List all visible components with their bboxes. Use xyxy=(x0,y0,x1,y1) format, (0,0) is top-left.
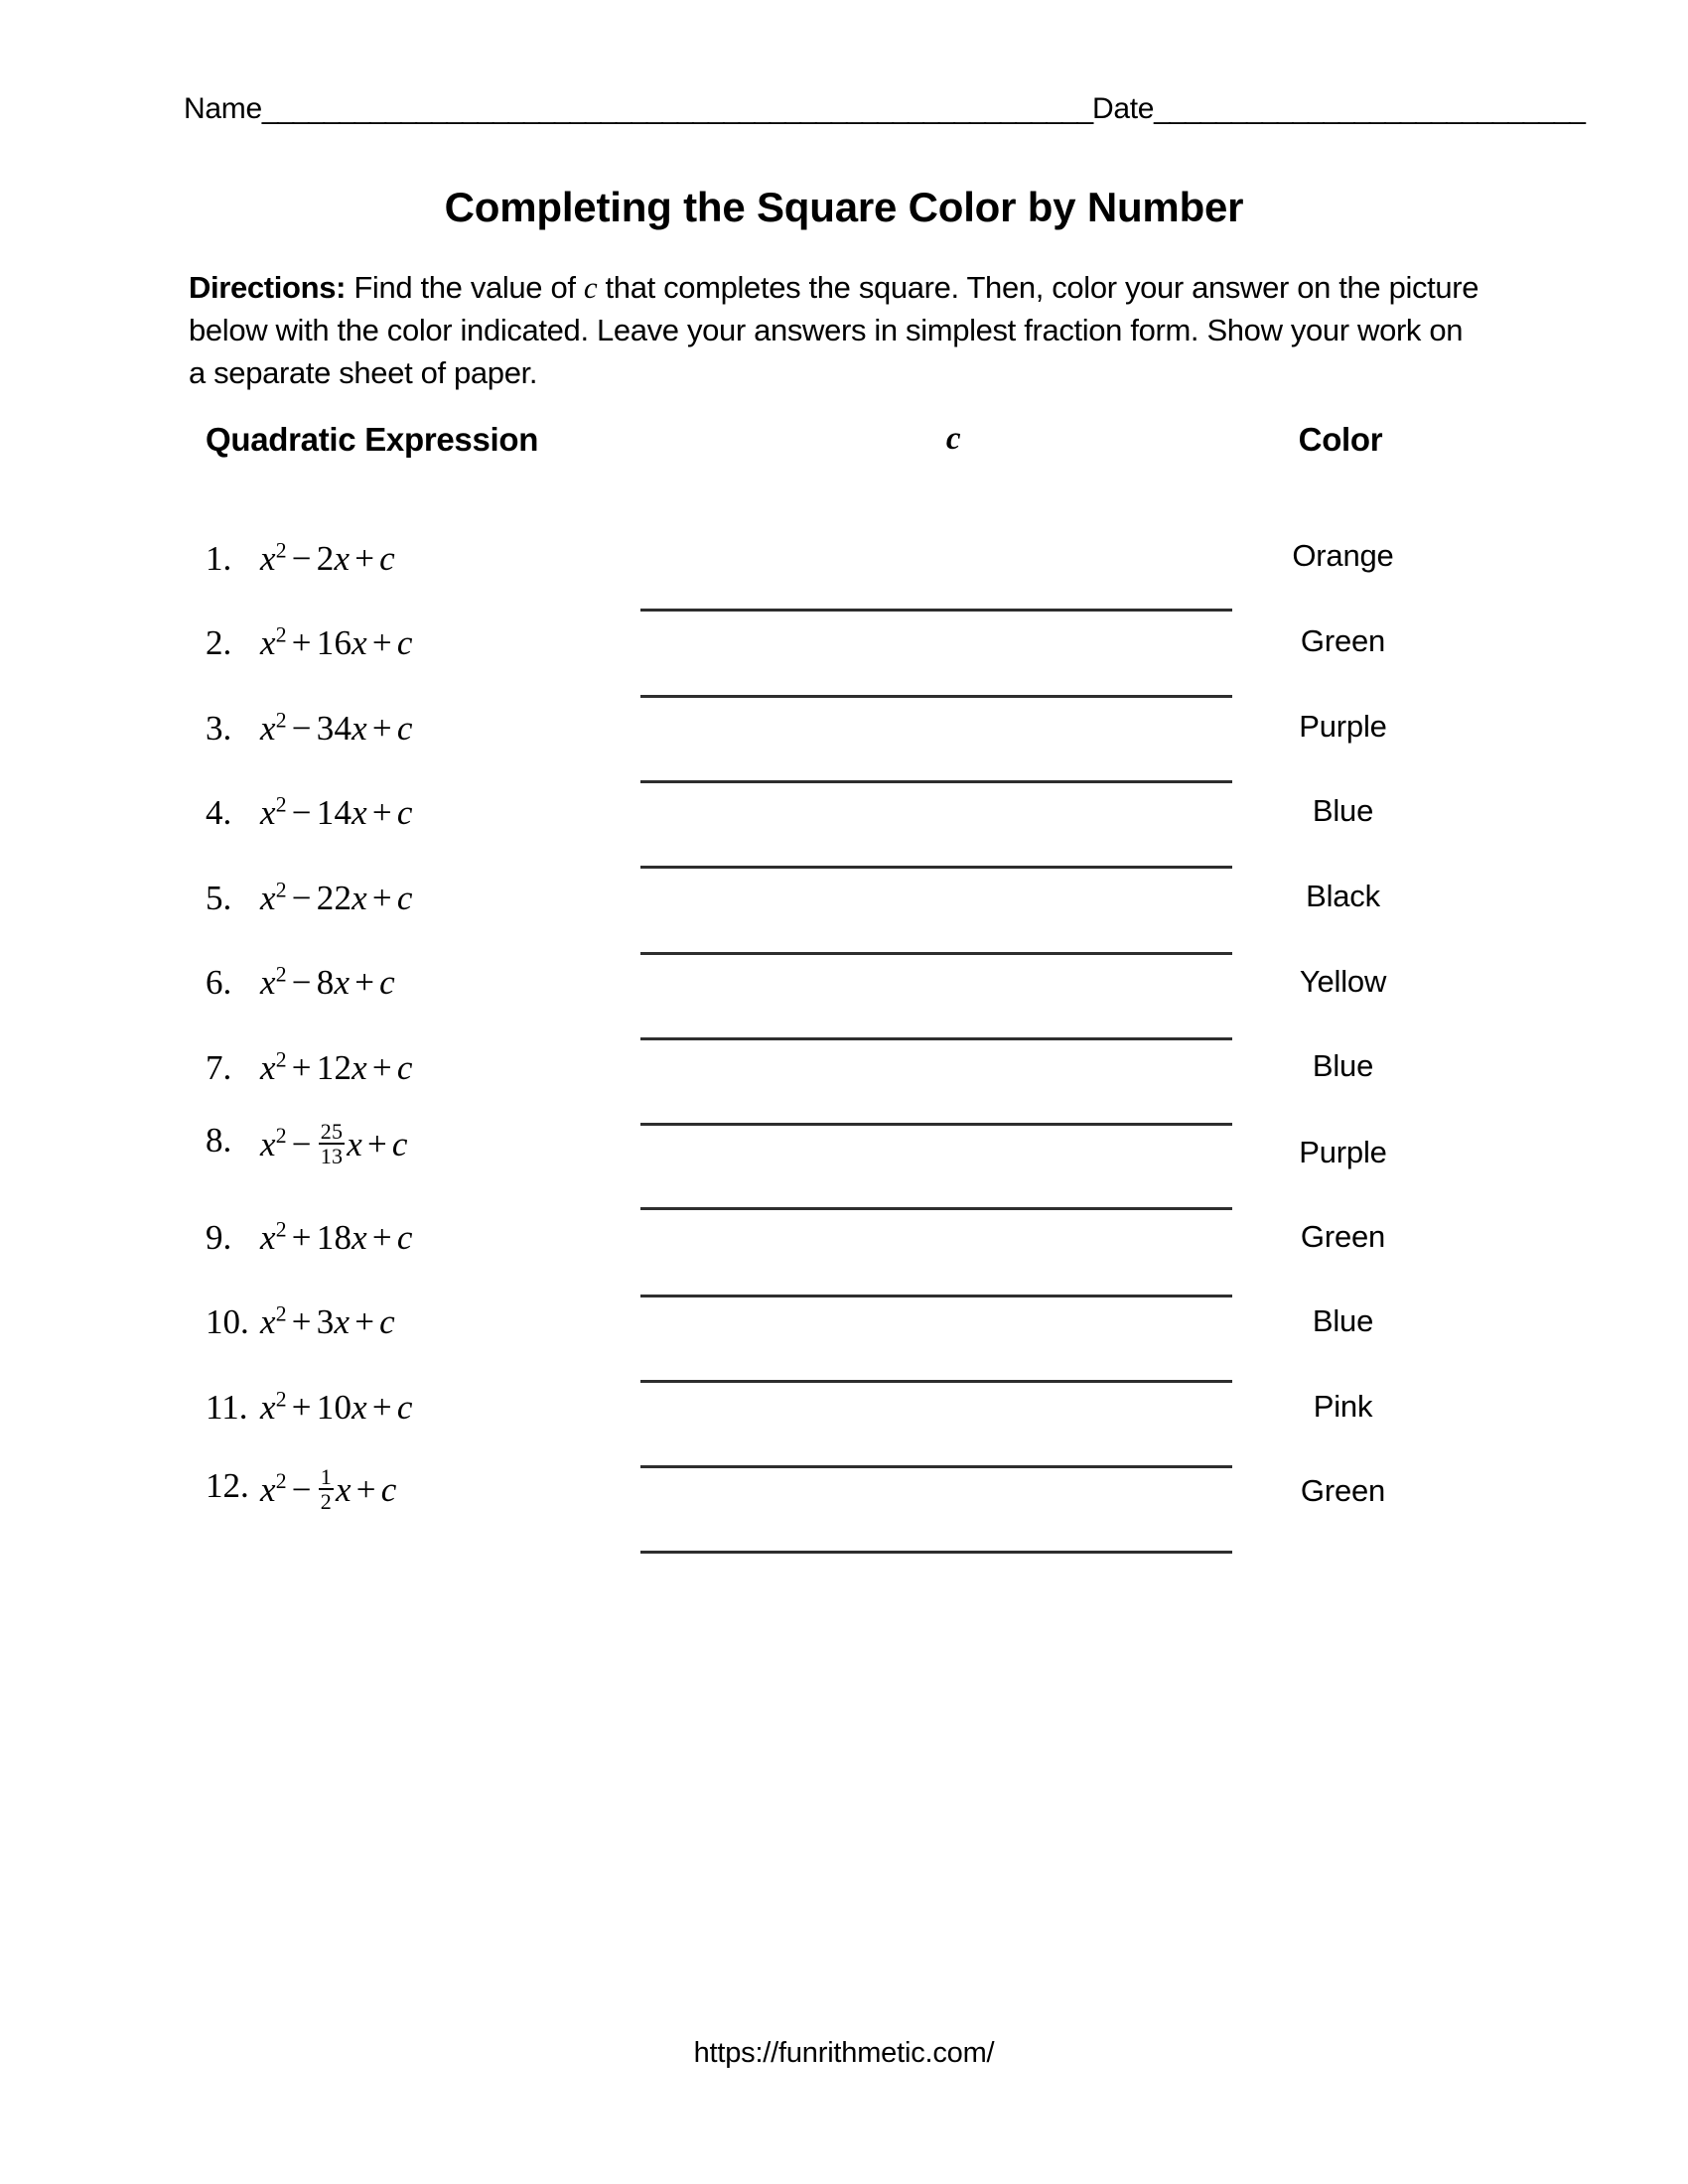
color-label: Purple xyxy=(1299,1135,1387,1169)
directions-text-part2: that completes the square. Then, color your answer on the picture below with the color indicated. Leave your answers in simplest fraction form. Show your work on a separate sheet of paper. xyxy=(189,270,1479,390)
answer-blank-line[interactable] xyxy=(640,695,1232,698)
color-label: Purple xyxy=(1299,709,1387,744)
column-header-c: c xyxy=(945,421,961,457)
page-title: Completing the Square Color by Number xyxy=(444,184,1244,230)
problem-number: 1. xyxy=(206,539,232,578)
color-label: Yellow xyxy=(1299,964,1387,999)
problem-number: 3. xyxy=(206,709,232,748)
directions-label: Directions: xyxy=(189,270,347,305)
problem-number: 7. xyxy=(206,1048,232,1087)
quadratic-expression: $x^2 + 3x + c$ xyxy=(260,1301,395,1341)
color-label: Blue xyxy=(1312,1048,1374,1083)
directions-variable-c: c xyxy=(583,270,598,305)
answer-blank-line[interactable] xyxy=(640,952,1232,955)
quadratic-expression: $x^2 + 10x + c$ xyxy=(260,1387,413,1427)
color-label: Green xyxy=(1300,1219,1386,1254)
quadratic-expression: $x^2 - 34x + c$ xyxy=(260,708,413,748)
color-label: Green xyxy=(1300,1473,1386,1508)
quadratic-expression: $x^2$ − $\frac{1}{2}$ x + c xyxy=(260,1463,397,1514)
quadratic-expression: $x^2 - 2x + c$ xyxy=(260,538,395,578)
answer-blank-line[interactable] xyxy=(640,1123,1232,1126)
problem-number: 10. xyxy=(206,1302,249,1341)
answer-blank-line[interactable] xyxy=(640,1295,1232,1297)
answer-blank-line[interactable] xyxy=(640,1465,1232,1468)
directions-text-part1: Find the value of xyxy=(346,270,584,305)
problem-number: 11. xyxy=(206,1388,248,1427)
problem-number: 12. xyxy=(206,1466,249,1505)
column-header-expression: Quadratic Expression xyxy=(206,421,539,458)
problem-number: 8. xyxy=(206,1121,232,1160)
problem-number: 9. xyxy=(206,1218,232,1257)
color-label: Blue xyxy=(1312,1303,1374,1338)
column-header-color: Color xyxy=(1298,421,1383,458)
quadratic-expression: $x^2 - 22x + c$ xyxy=(260,878,413,917)
problem-number: 6. xyxy=(206,963,232,1002)
quadratic-expression: $x^2$ − $\frac{25}{13}$ x + c xyxy=(260,1118,408,1168)
answer-blank-line[interactable] xyxy=(640,609,1232,612)
answer-blank-line[interactable] xyxy=(640,1380,1232,1383)
color-label: Blue xyxy=(1312,793,1374,828)
quadratic-expression: $x^2 + 12x + c$ xyxy=(260,1047,413,1087)
quadratic-expression: $x^2 - 14x + c$ xyxy=(260,792,413,832)
answer-blank-line[interactable] xyxy=(640,1551,1232,1554)
name-blank-rule: ______________________________________________________ xyxy=(261,92,1092,125)
color-label: Orange xyxy=(1292,538,1394,573)
date-label: Date xyxy=(1092,92,1155,125)
answer-blank-line[interactable] xyxy=(640,866,1232,869)
answer-blank-line[interactable] xyxy=(640,1037,1232,1040)
answer-blank-line[interactable] xyxy=(640,780,1232,783)
color-label: Green xyxy=(1300,623,1386,658)
quadratic-expression: $x^2 + 18x + c$ xyxy=(260,1217,413,1257)
problem-number: 5. xyxy=(206,879,232,917)
color-label: Pink xyxy=(1313,1389,1373,1424)
footer-url: https://funrithmetic.com/ xyxy=(693,2037,995,2069)
answer-blank-line[interactable] xyxy=(640,1207,1232,1210)
problem-number: 4. xyxy=(206,793,232,832)
quadratic-expression: $x^2 - 8x + c$ xyxy=(260,962,395,1002)
date-blank-rule: ____________________________ xyxy=(1154,92,1585,125)
color-label: Black xyxy=(1306,879,1380,913)
name-label: Name xyxy=(184,92,262,125)
problem-number: 2. xyxy=(206,623,232,662)
quadratic-expression: $x^2 + 16x + c$ xyxy=(260,622,413,662)
